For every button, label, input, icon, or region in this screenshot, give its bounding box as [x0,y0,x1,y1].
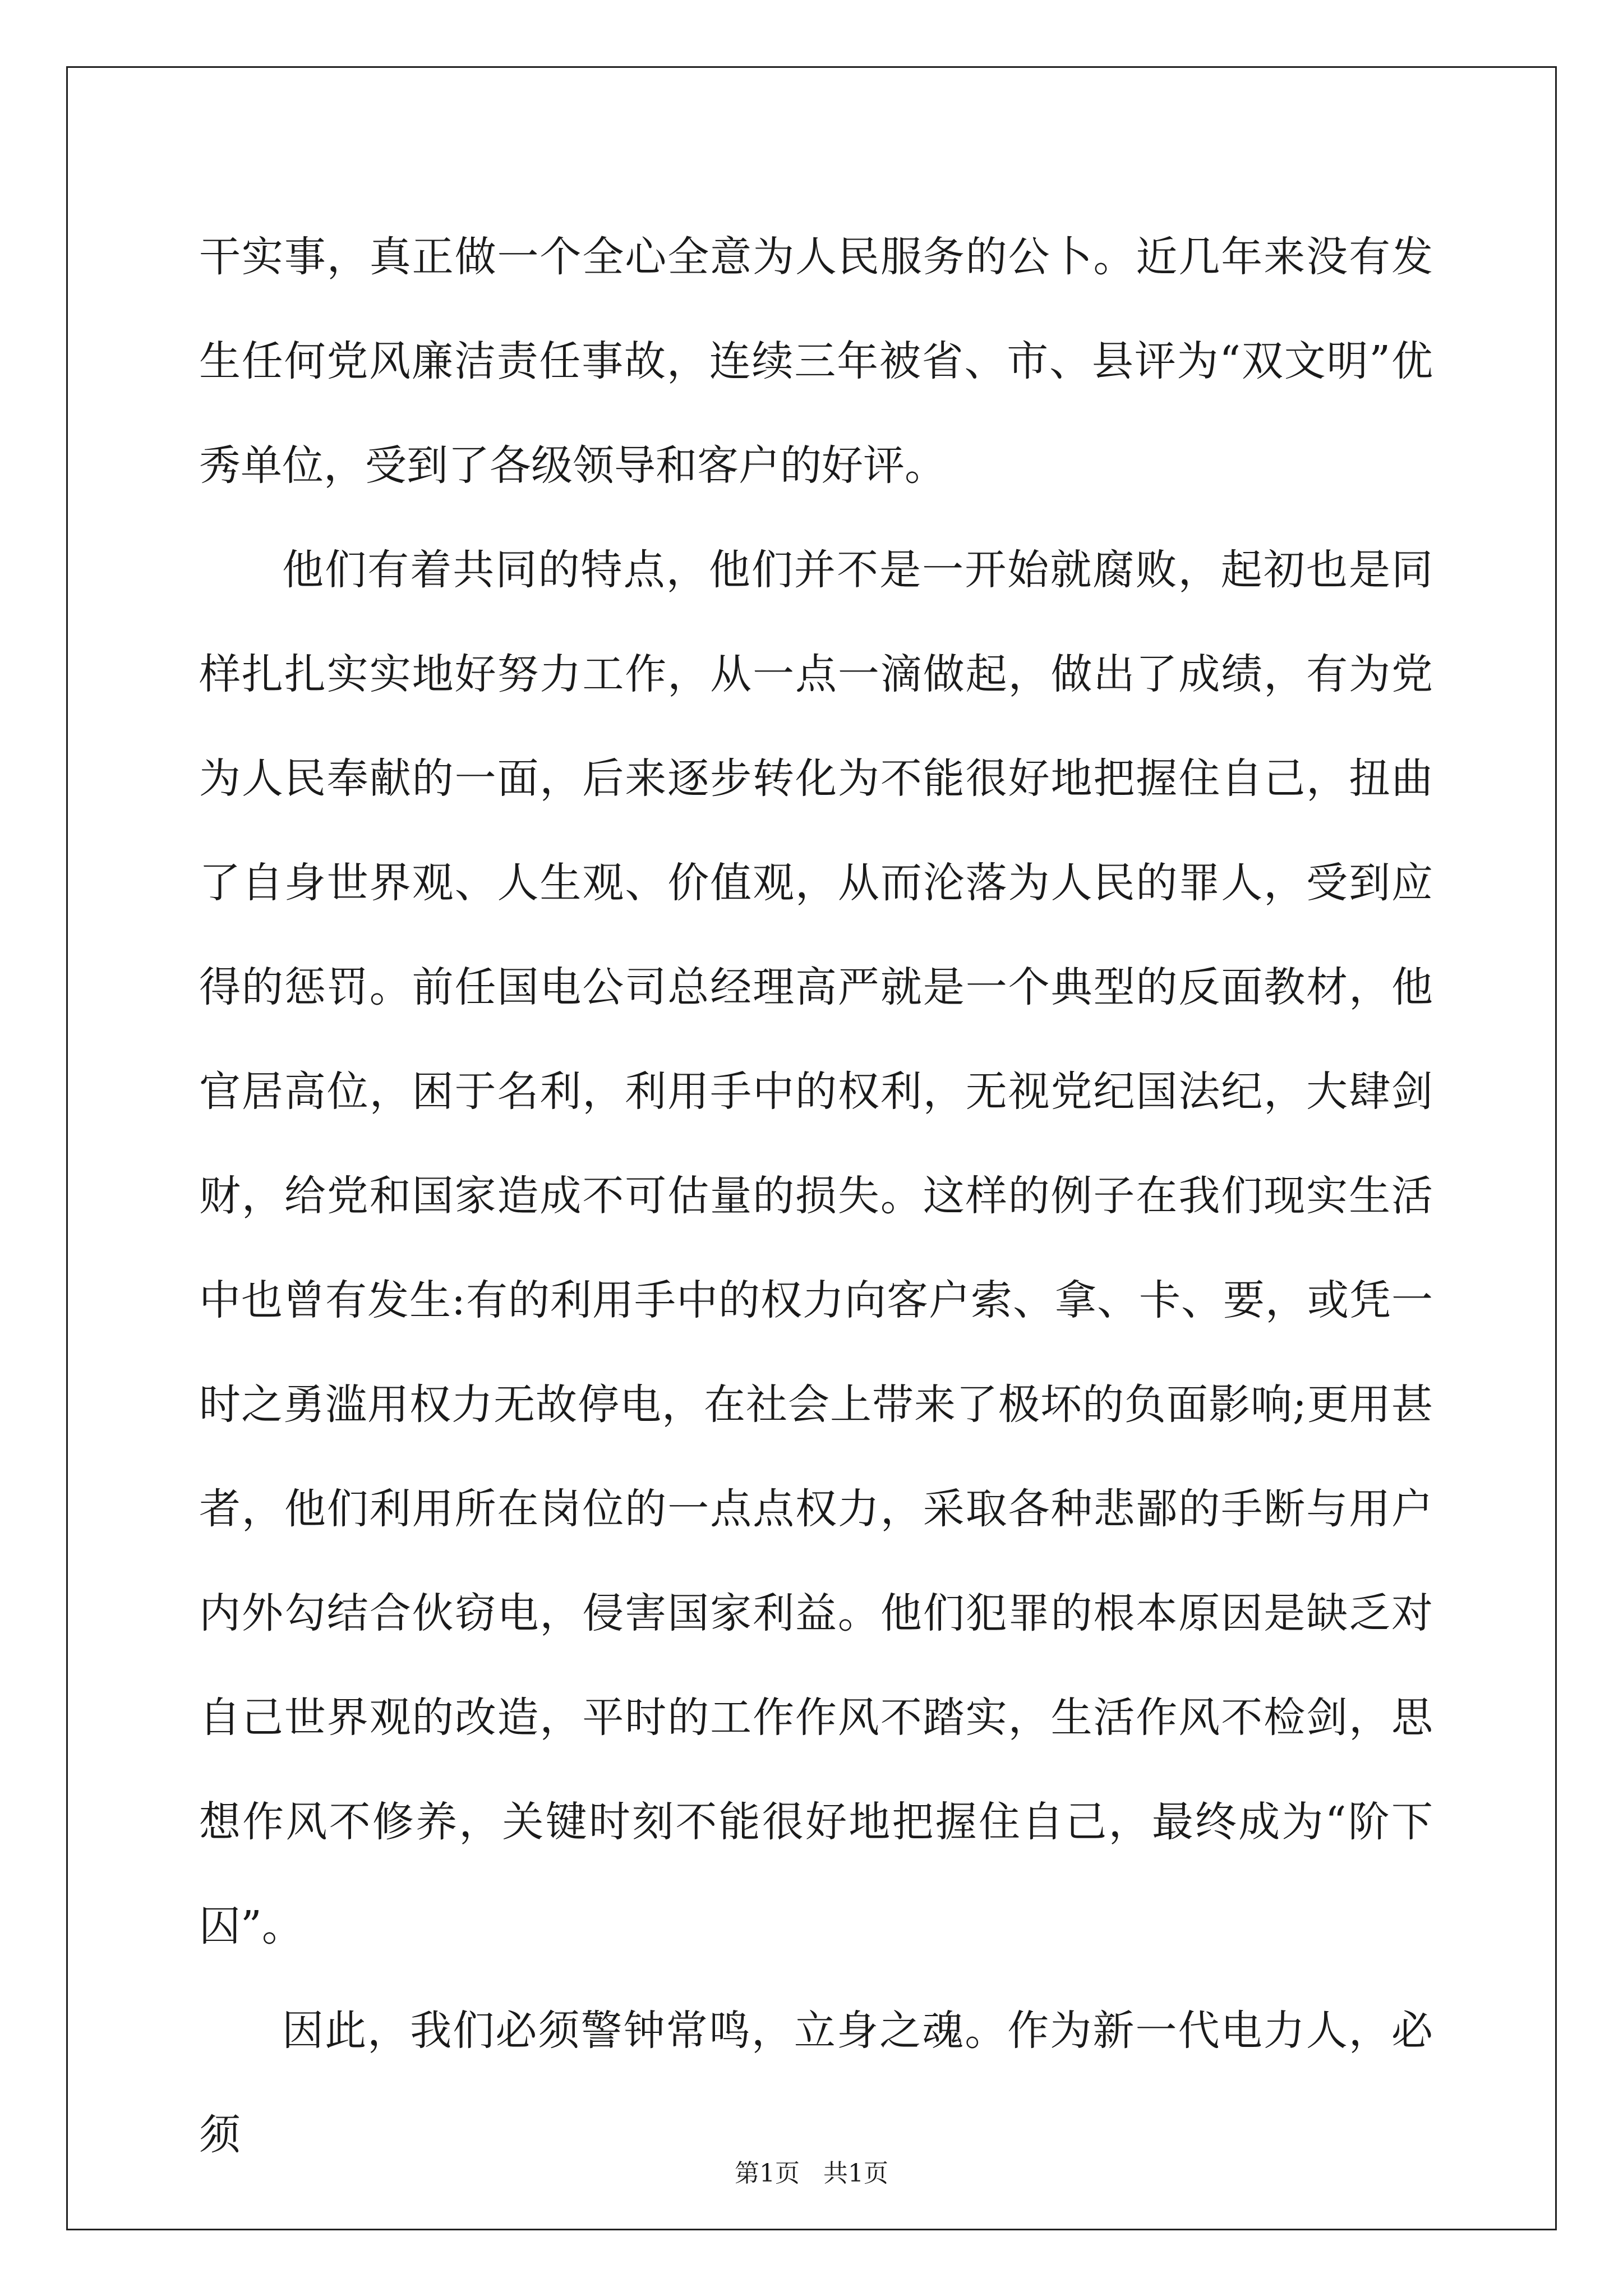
document-body [199,205,1433,2187]
page-number-footer: 第1页 共1页 [735,2159,888,2188]
paragraph-3: 因此，我们必须警钟常鸣，立身之魂。作为新一代电力人，必须 [199,2007,1433,2159]
paragraph-2: 他们有着共同的特点，他们并不是一开始就腐败，起初也是同样扎扎实实地好努力工作，从一点一滴做起，做出了成绩，有为党为人民奉献的一面，后来逐步转化为不能很好地把握住自己，扭曲了自身世界观、人生观、价值观，从而沦落为人民的罪人，受到应得的惩罚。前任国电公司总经理高严就是一个典型的反面教材，他官居高位，困于名利，利用手中的权利，无视党纪国法纪，大肆剑财，给党和国家造成不可估量的损失。这样的例子在我们现实生活中也曾有发生:有的利用手中的权力向客户索、拿、卡、要，或凭一时之勇滥用权力无故停电，在社会上带来了极坏的负面影响;更用甚者，他们利用所在岗位的一点点权力，采取各种悲鄙的手断与用户内外勾结合伙窃电，侵害国家利益。他们犯罪的根本原因是缺乏对自己世界观的改造，平时的工作作风不踏实，生活作风不检剑，思想作风不修养，关键时刻不能很好地把握住自己，最终成为“阶下囚”。 [199,546,1433,1950]
paragraph-1: 干实事，真正做一个全心全意为人民服务的公卜。近几年来没有发生任何党风廉洁责任事故，连续三年被省、市、县评为“双文明”优秀单位，受到了各级领导和客户的好评。 [199,233,1433,490]
